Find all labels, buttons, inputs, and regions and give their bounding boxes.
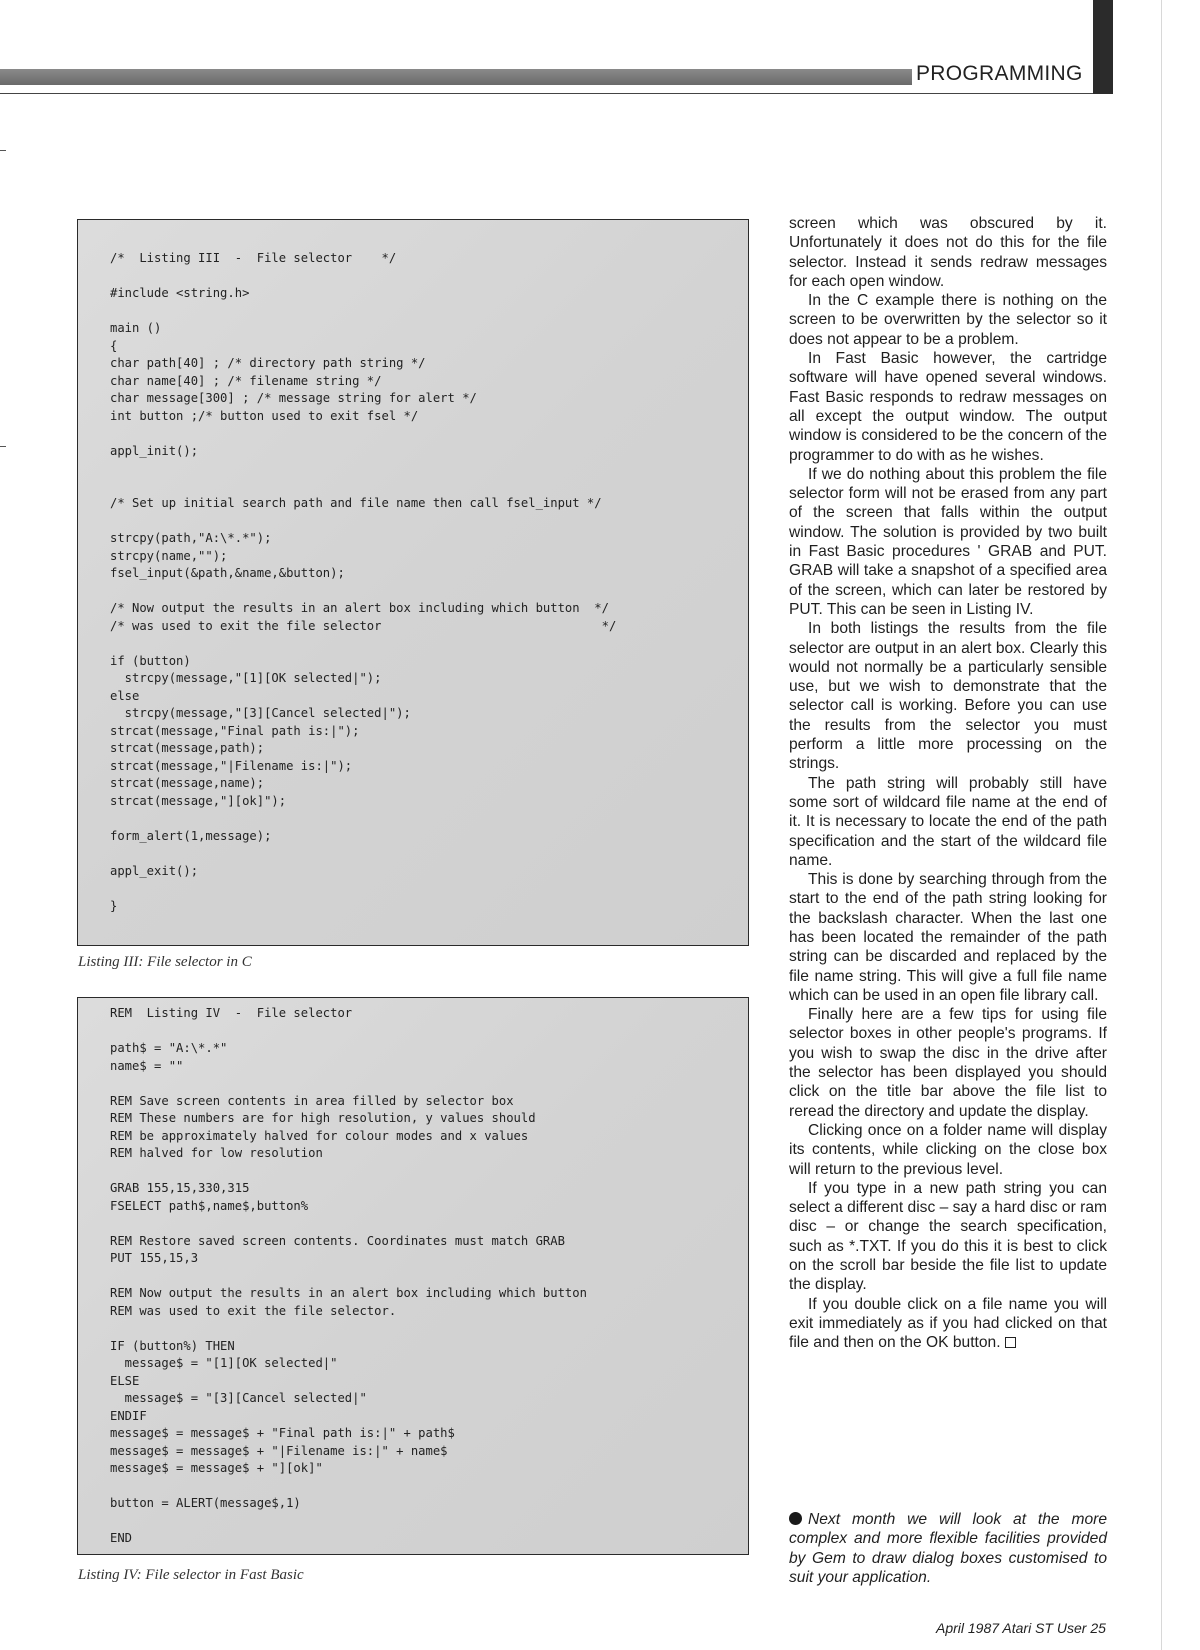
listing-iv-line: message$ = "[3][Cancel selected|" [110, 1391, 367, 1405]
listing-iv-line [110, 1023, 740, 1041]
paragraph-text: If you double click on a file name you will exit immediately as if you had clicked on that file and then on the OK button. [789, 1295, 1107, 1352]
listing-iii-line [110, 425, 740, 443]
listing-iii-line: /* was used to exit the file selector */ [110, 618, 617, 633]
listing-iv-line: REM was used to exit the file selector. [110, 1303, 397, 1318]
listing-iii-line [110, 513, 740, 531]
listing-iii-line [110, 460, 740, 478]
paragraph-text: Clicking once on a folder name will display its contents, while clicking on the close box will return to the previous level. [789, 1121, 1107, 1178]
article-paragraph [789, 349, 1107, 465]
paragraph-text: screen which was obscured by it. Unfortunately it does not do this for the file selector. Instead it sends redraw messages for each open window. [789, 215, 1107, 290]
listing-iv-caption: Listing IV: File selector in Fast Basic [78, 1567, 304, 1583]
listing-iv-code [110, 1005, 740, 1548]
listing-iv-line: message$ = message$ + "|Filename is:|" + name$ [110, 1443, 448, 1458]
listing-iii-line: fsel_input(&path,&name,&button); [110, 566, 345, 580]
listing-iii-line: char message[300] ; /* message string for alert */ [110, 391, 477, 405]
listing-iv-line: PUT 155,15,3 [110, 1251, 199, 1265]
listing-iii-line: strcat(message,"][ok]"); [110, 793, 287, 808]
listing-iii-code [110, 250, 740, 915]
listing-iv-line: ELSE [110, 1373, 140, 1388]
listing-iv-line: REM Now output the results in an alert box including which button [110, 1286, 587, 1300]
header-band [0, 69, 912, 85]
listing-iii-line: { [110, 338, 118, 353]
listing-iii-line: strcpy(name,""); [110, 548, 228, 563]
listing-iii-line: /* Set up initial search path and file name then call fsel_input */ [110, 496, 602, 510]
article-paragraph [789, 1005, 1107, 1121]
header-rule [0, 93, 1112, 94]
listing-iv-line: message$ = "[1][OK selected|" [110, 1356, 338, 1370]
listing-iii-line: } [110, 898, 118, 913]
listing-iii-line: strcat(message,path); [110, 741, 265, 755]
listing-iii-line: else [110, 688, 140, 703]
listing-iii-line: strcat(message,name); [110, 776, 265, 790]
listing-iv-line: path$ = "A:\*.*" [110, 1041, 228, 1055]
listing-iii-line: #include <string.h> [110, 286, 250, 300]
paragraph-text: This is done by searching through from the start to the end of the path string looking for the backslash character. When the last one has been located the remainder of the path string can be discarded and replaced by the file name string. This will give a full file name which can be used in an open file library call. [789, 871, 1107, 1004]
listing-iv-line [110, 1513, 740, 1531]
listing-iii-line [110, 303, 740, 321]
paragraph-text: In both listings the results from the file selector are output in an alert box. Clearly this would not normally be a particularly sensible use, but we wish to demonstrate that the selector call is working. Before you can use the results from the selector you must perform a little more processing on the strings. [789, 620, 1107, 773]
listing-iii-line [110, 478, 740, 496]
paragraph-text: In the C example there is nothing on the screen to be overwritten by the selector so it does not appear to be a problem. [789, 292, 1107, 348]
end-mark-icon [1005, 1337, 1016, 1348]
listing-iv-line: message$ = message$ + "][ok]" [110, 1461, 323, 1475]
listing-iv-line [110, 1215, 740, 1233]
page-footer: April 1987 Atari ST User 25 [936, 1620, 1106, 1636]
listing-iii-box [77, 219, 749, 946]
article-paragraph [789, 774, 1107, 870]
listing-iii-caption: Listing III: File selector in C [78, 954, 252, 970]
listing-iii-line: if (button) [110, 653, 191, 668]
listing-iv-line [110, 1320, 740, 1338]
listing-iii-line: /* Now output the results in an alert box including which button */ [110, 601, 609, 615]
listing-iii-line [110, 635, 740, 653]
paragraph-text: The path string will probably still have some sort of wildcard file name at the end of it. It is necessary to locate the end of the path specification and the start of the wildcard file name. [789, 774, 1107, 869]
article-paragraph [789, 1295, 1107, 1353]
header-tab [1093, 0, 1113, 94]
listing-iv-line: END [110, 1531, 133, 1545]
article-paragraph [789, 465, 1107, 619]
listing-iii-line: main () [110, 321, 162, 335]
listing-iv-line: REM Listing IV - File selector [110, 1006, 353, 1020]
article-paragraph [789, 291, 1107, 349]
listing-iii-line [110, 810, 740, 828]
listing-iv-line: button = ALERT(message$,1) [110, 1496, 301, 1510]
listing-iv-line: REM Save screen contents in area filled by selector box [110, 1093, 514, 1108]
article-paragraph [789, 1121, 1107, 1179]
listing-iii-line: form_alert(1,message); [110, 828, 272, 843]
listing-iii-line: char path[40] ; /* directory path string */ [110, 356, 426, 370]
listing-iv-line: ENDIF [110, 1408, 147, 1423]
paragraph-text: If we do nothing about this problem the file selector form will not be erased from any part of the screen that falls within the output window. The solution is provided by two built in Fast Basic procedures ' GRAB and PUT. GRAB will take a snapshot of a specified area of the screen, which can later be restored by PUT. This can be seen in Listing IV. [789, 465, 1107, 618]
margin-mark [0, 150, 6, 151]
listing-iv-line [110, 1075, 740, 1093]
paragraph-text: If you type in a new path string you can select a different disc – say a hard disc or ram disc – or change the search specification, such as *.TXT. If you do this it is best to click on the scroll bar beside the file list to update the display. [789, 1179, 1107, 1294]
article-paragraph [789, 214, 1107, 291]
article-paragraph [789, 870, 1107, 1005]
listing-iii-line: strcat(message,"Final path is:|"); [110, 723, 360, 738]
article-paragraph [789, 1179, 1107, 1295]
listing-iv-line: IF (button%) THEN [110, 1338, 235, 1353]
listing-iii-line [110, 583, 740, 601]
listing-iii-line: strcpy(path,"A:\*.*"); [110, 531, 272, 545]
listing-iii-line: appl_init(); [110, 443, 199, 458]
paragraph-text: In Fast Basic however, the cartridge software will have opened several windows. Fast Basic responds to redraw messages on all except the output window. The output window is considered to be the concern of the programmer to do with as he wishes. [789, 350, 1107, 464]
margin-mark [0, 446, 6, 447]
listing-iii-line: strcpy(message,"[3][Cancel selected|"); [110, 706, 411, 720]
listing-iv-line: name$ = "" [110, 1058, 184, 1073]
paragraph-text: Finally here are a few tips for using file selector boxes in other people's programs. If you wish to swap the disc in the drive after the selector has been displayed you should click on the title bar above the file list to reread the directory and update the display. [789, 1006, 1107, 1120]
listing-iv-line: REM halved for low resolution [110, 1146, 323, 1160]
listing-iv-line: REM be approximately halved for colour modes and x values [110, 1128, 529, 1143]
listing-iv-line [110, 1163, 740, 1181]
listing-iii-line [110, 268, 740, 286]
listing-iv-box [77, 997, 749, 1555]
next-month-note [789, 1510, 1107, 1587]
listing-iii-line: int button ;/* button used to exit fsel */ [110, 408, 419, 423]
listing-iii-line: strcpy(message,"[1][OK selected|"); [110, 671, 382, 685]
article-column [789, 214, 1107, 1353]
listing-iii-line: strcat(message,"|Filename is:|"); [110, 758, 353, 773]
bullet-icon [789, 1512, 802, 1525]
next-month-text: Next month we will look at the more complex and more flexible facilities provided by Gem to draw dialog boxes customised to suit your application. [789, 1511, 1107, 1586]
listing-iv-line: REM These numbers are for high resolution, y values should [110, 1111, 536, 1125]
listing-iv-line: FSELECT path$,name$,button% [110, 1198, 309, 1213]
page-edge [1161, 0, 1162, 1650]
listing-iv-line [110, 1268, 740, 1286]
listing-iv-line [110, 1478, 740, 1496]
listing-iii-line [110, 845, 740, 863]
listing-iii-line [110, 880, 740, 898]
article-paragraph [789, 619, 1107, 773]
listing-iv-line: GRAB 155,15,330,315 [110, 1181, 250, 1195]
listing-iii-line: char name[40] ; /* filename string */ [110, 373, 382, 388]
section-title: PROGRAMMING [916, 62, 1083, 85]
listing-iv-line: REM Restore saved screen contents. Coordinates must match GRAB [110, 1233, 565, 1248]
listing-iii-line: /* Listing III - File selector */ [110, 251, 397, 265]
listing-iii-line: appl_exit(); [110, 863, 199, 878]
listing-iv-line: message$ = message$ + "Final path is:|" + path$ [110, 1426, 455, 1440]
